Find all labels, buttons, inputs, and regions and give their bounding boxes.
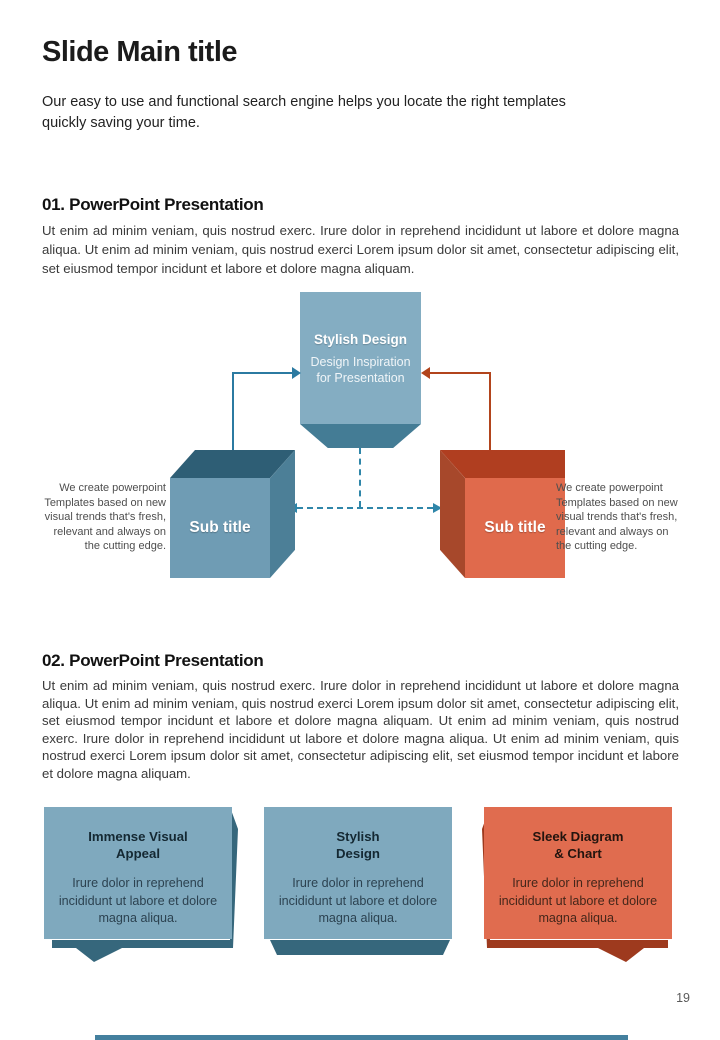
- connector-dashed-horizontal: [297, 507, 433, 509]
- center-box-subtitle: Design Inspiration for Presentation: [310, 355, 411, 385]
- diagram-right-note: We create powerpoint Templates based on new visual trends that's fresh, relevant and always on the cutting edge.: [556, 482, 678, 553]
- card-stylish-design: [262, 801, 458, 963]
- intro-line-1: Our easy to use and functional search engine helps you locate the right templates: [42, 94, 566, 110]
- card-title-line-1: Sleek Diagram: [532, 829, 624, 844]
- section-1-heading: 01. PowerPoint Presentation: [42, 195, 264, 214]
- card-title-line-2: Design: [336, 845, 380, 861]
- card-title: [274, 829, 442, 862]
- card-title-line-2: Appeal: [116, 845, 160, 861]
- left-cube: [170, 450, 295, 578]
- section-2-body: Ut enim ad minim veniam, quis nostrud exerc. Irure dolor in reprehend incididunt ut labore et dolore magna aliqua. Ut enim ad minim veniam, quis nostrud exerci Lorem ipsum dolor sit amet, consectetur adipiscing elit, set eiusmod tempor incidunt et labore et dolore magna aliquam. Ut enim ad minim veniam, quis nostrud exerc. Irure dolor in reprehend incididunt ut labore et dolore magna aliqua. Ut enim ad minim veniam, quis nostrud exerci Lorem ipsum dolor sit amet, consectetur adipiscing elit, set eiusmod tempor incidunt et labore et dolore magna aliquam.: [42, 678, 679, 781]
- intro-line-2: quickly saving your time.: [42, 115, 200, 131]
- left-cube-label: Sub title: [189, 519, 251, 536]
- card-title-line-2: & Chart: [554, 845, 602, 861]
- section-1-body: Ut enim ad minim veniam, quis nostrud exerc. Irure dolor in reprehend incididunt ut labore et dolore magna aliqua. Ut enim ad minim veniam, quis nostrud exerci Lorem ipsum dolor sit amet, consectetur adipiscing elit, set eiusmod tempor incidunt et labore et dolore magna aliquam.: [42, 223, 679, 277]
- card-title: [494, 829, 662, 862]
- card-body: Irure dolor in reprehend incididunt ut labore et dolore magna aliqua.: [498, 876, 658, 925]
- page-title: Slide Main title: [42, 36, 238, 68]
- intro-text: [42, 92, 642, 134]
- card-sleek-diagram-chart: [482, 801, 678, 963]
- diagram-center-box: [300, 292, 421, 424]
- card-face: [44, 807, 232, 939]
- right-cube: [440, 450, 565, 578]
- connector-dashed-vertical: [359, 448, 361, 507]
- connector-red-horizontal: [430, 372, 491, 374]
- connector-red-vertical: [489, 372, 491, 452]
- card-title: [54, 829, 222, 862]
- card-immense-visual-appeal: [42, 801, 238, 963]
- card-face: [484, 807, 672, 939]
- right-cube-label: Sub title: [484, 519, 546, 536]
- connector-blue-vertical: [232, 372, 234, 452]
- arrowhead-red-left-icon: [421, 367, 430, 379]
- diagram-left-note: We create powerpoint Templates based on new visual trends that's fresh, relevant and always on the cutting edge.: [44, 482, 166, 553]
- page-number: 19: [676, 991, 690, 1005]
- arrowhead-blue-right-icon: [292, 367, 301, 379]
- connector-blue-horizontal: [232, 372, 292, 374]
- center-box-bevel: [300, 424, 421, 448]
- card-title-line-1: Immense Visual: [88, 829, 188, 844]
- footer-accent-bar: [95, 1035, 628, 1040]
- card-body: Irure dolor in reprehend incididunt ut labore et dolore magna aliqua.: [278, 876, 438, 925]
- section-2-heading: 02. PowerPoint Presentation: [42, 651, 264, 670]
- center-box-title: Stylish Design: [313, 332, 408, 347]
- card-face: [264, 807, 452, 939]
- card-title-line-1: Stylish: [336, 829, 380, 844]
- card-body: Irure dolor in reprehend incididunt ut labore et dolore magna aliqua.: [58, 876, 218, 925]
